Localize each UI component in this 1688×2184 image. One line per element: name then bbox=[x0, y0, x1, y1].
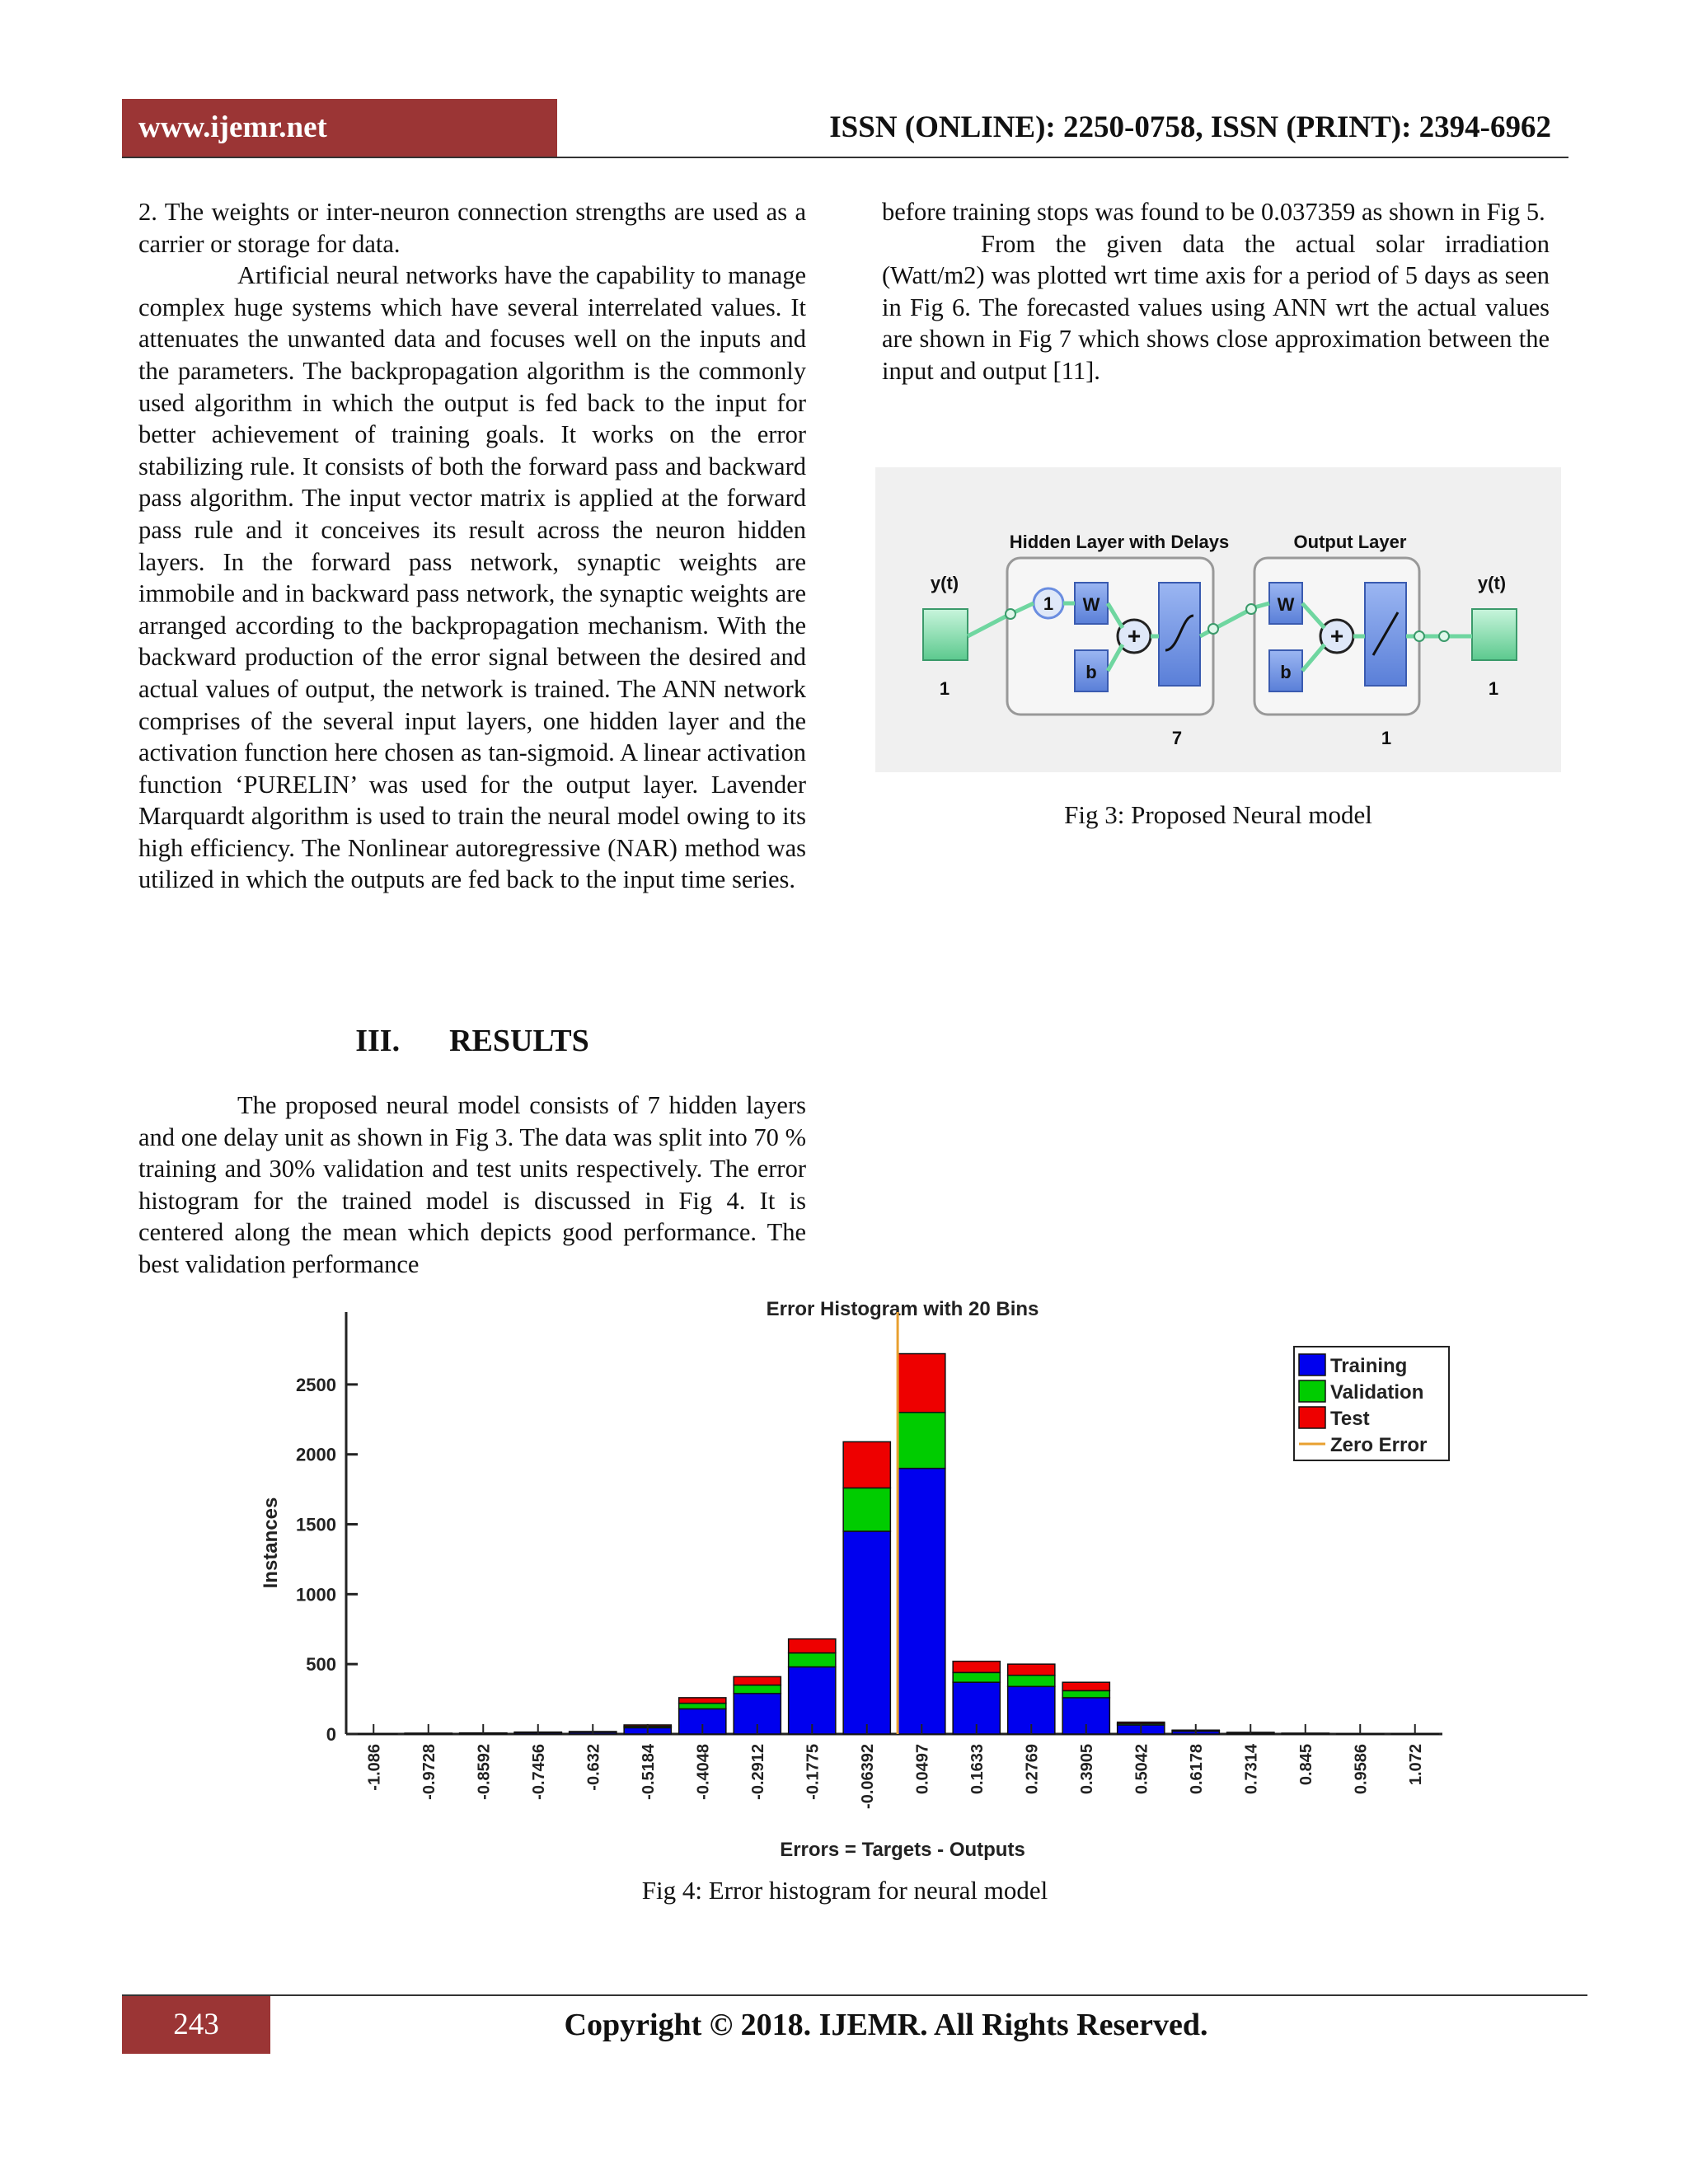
x-tick-label: 0.3905 bbox=[1077, 1744, 1096, 1795]
x-tick-label: -0.9728 bbox=[420, 1744, 438, 1800]
y-tick-label: 2000 bbox=[296, 1444, 336, 1465]
x-tick-label: -0.7456 bbox=[529, 1744, 548, 1800]
x-tick-label: 0.1633 bbox=[968, 1744, 987, 1795]
bar-training bbox=[898, 1469, 945, 1734]
bar-validation bbox=[679, 1704, 726, 1709]
right-column bbox=[882, 196, 1550, 387]
legend-label-validation: Validation bbox=[1330, 1381, 1424, 1404]
output-size: 1 bbox=[1488, 678, 1499, 699]
y-tick-labels bbox=[296, 1375, 358, 1745]
bar-test bbox=[789, 1639, 836, 1653]
bar-validation bbox=[789, 1653, 836, 1667]
output-node-label: y(t) bbox=[1477, 573, 1507, 593]
x-tick-label: 0.0497 bbox=[913, 1744, 932, 1795]
legend-label-training: Training bbox=[1330, 1355, 1408, 1377]
y-tick-label: 1500 bbox=[296, 1514, 336, 1535]
input-node bbox=[923, 609, 968, 660]
left-paragraph-1: 2. The weights or inter-neuron connection strengths are used as a carrier or storage for data. bbox=[138, 198, 806, 258]
bar-validation bbox=[1062, 1690, 1109, 1697]
section-title: RESULTS bbox=[449, 1024, 589, 1058]
output-neurons: 1 bbox=[1381, 728, 1392, 748]
x-tick-label: 0.9586 bbox=[1352, 1744, 1371, 1795]
x-tick-labels bbox=[365, 1724, 1425, 1809]
bar-test bbox=[953, 1661, 1000, 1673]
x-tick-label: 0.2769 bbox=[1023, 1744, 1042, 1795]
x-tick-label: 0.7314 bbox=[1242, 1744, 1261, 1795]
fig4-caption: Fig 4: Error histogram for neural model bbox=[641, 1876, 1048, 1905]
site-url[interactable]: www.ijemr.net bbox=[122, 99, 557, 157]
fig3-caption: Fig 3: Proposed Neural model bbox=[1064, 800, 1372, 829]
right-paragraph-1: before training stops was found to be 0.037359 as shown in Fig 5. bbox=[882, 198, 1545, 226]
bar-test bbox=[1118, 1722, 1165, 1724]
issn-header: ISSN (ONLINE): 2250-0758, ISSN (PRINT): 2394-6962 bbox=[829, 110, 1551, 144]
x-tick-label: -0.1775 bbox=[804, 1744, 823, 1800]
bar-test bbox=[679, 1698, 726, 1704]
output-node bbox=[1472, 609, 1517, 660]
hidden-weight-label: W bbox=[1082, 594, 1100, 615]
legend-swatch-test bbox=[1299, 1407, 1325, 1428]
error-histogram-chart bbox=[247, 1296, 1467, 1872]
section-number: III. bbox=[355, 1024, 401, 1058]
figure-neural-model bbox=[875, 467, 1561, 772]
legend-label-zero-error: Zero Error bbox=[1330, 1434, 1428, 1456]
x-tick-label: 1.072 bbox=[1406, 1744, 1425, 1786]
results-column bbox=[138, 1090, 806, 1281]
bar-training bbox=[843, 1531, 890, 1734]
y-tick-label: 0 bbox=[326, 1724, 336, 1745]
copyright-notice: Copyright © 2018. IJEMR. All Rights Reserved. bbox=[564, 2008, 1208, 2042]
x-tick-label: -0.06392 bbox=[858, 1744, 877, 1809]
x-tick-label: -0.8592 bbox=[475, 1744, 494, 1800]
x-tick-label: 0.5042 bbox=[1132, 1744, 1151, 1795]
bar-validation bbox=[953, 1672, 1000, 1682]
input-size: 1 bbox=[939, 678, 950, 699]
bar-training bbox=[789, 1667, 836, 1734]
chart-bars bbox=[350, 1312, 1439, 1734]
chart-title: Error Histogram with 20 Bins bbox=[766, 1298, 1039, 1320]
bar-validation bbox=[843, 1488, 890, 1531]
right-paragraph-2: From the given data the actual solar irradiation (Watt/m2) was plotted wrt time axis for a period of 5 days as seen in Fig 6. The forecasted values using ANN wrt the actual values are shown in Fig 7 which shows close approximation between the input and output [11]. bbox=[882, 229, 1550, 385]
figure-error-histogram bbox=[247, 1296, 1467, 1872]
hidden-bias-label: b bbox=[1085, 662, 1097, 682]
page-number: 243 bbox=[122, 1996, 270, 2054]
legend-swatch-validation bbox=[1299, 1380, 1325, 1402]
bar-validation bbox=[898, 1413, 945, 1469]
bar-test bbox=[843, 1441, 890, 1488]
x-tick-label: -1.086 bbox=[365, 1744, 384, 1791]
delay-label: 1 bbox=[1043, 593, 1054, 614]
section-heading bbox=[138, 1020, 806, 1062]
y-tick-label: 2500 bbox=[296, 1374, 336, 1395]
bar-validation bbox=[734, 1685, 781, 1694]
y-axis-label: Instances bbox=[260, 1497, 282, 1589]
bar-test bbox=[898, 1354, 945, 1413]
input-node-label: y(t) bbox=[930, 573, 959, 593]
x-tick-label: -0.632 bbox=[584, 1744, 603, 1791]
left-paragraph-2: Artificial neural networks have the capability to manage complex huge systems which have several interrelated values. It attenuates the unwanted data and focuses well on the inputs and the parameters. The backpropagation algorithm is the commonly used algorithm in which the output is fed back to the input for better achievement of training goals. It works on the error stabilizing rule. It consists of both the forward pass and backward pass algorithm. The input vector matrix is applied at the forward pass rule and it conceives its result across the neuron hidden layers. In the forward pass network, synaptic weights are immobile and in backward pass network, the synaptic weights are arranged according to the backpropagation mechanism. With the backward production of the error signal between the desired and actual values of output, the network is trained. The ANN network comprises of the several input layers, one hidden layer and the activation function here chosen as tan-sigmoid. A linear activation function ‘PURELIN’ was used for the output layer. Lavender Marquardt algorithm is used to train the neural model owing to its high efficiency. The Nonlinear autoregressive (NAR) method was utilized in which the outputs are fed back to the input time series. bbox=[138, 261, 806, 894]
neural-model-diagram bbox=[875, 467, 1561, 772]
y-tick-label: 1000 bbox=[296, 1584, 336, 1605]
chart-legend bbox=[1294, 1347, 1449, 1460]
output-sum-label: + bbox=[1329, 623, 1344, 649]
results-paragraph: The proposed neural model consists of 7 hidden layers and one delay unit as shown in Fig 3. The data was split into 70 % training and 30% validation and test units respectively. The error histogram for the trained model is discussed in Fig 4. It is centered along the mean which depicts good performance. The best validation performance bbox=[138, 1091, 806, 1278]
output-bias-label: b bbox=[1280, 662, 1292, 682]
legend-swatch-training bbox=[1299, 1354, 1325, 1376]
output-weight-label: W bbox=[1277, 594, 1295, 615]
legend-label-test: Test bbox=[1330, 1408, 1370, 1430]
left-column bbox=[138, 196, 806, 896]
bar-validation bbox=[1008, 1675, 1055, 1687]
bar-test bbox=[1062, 1682, 1109, 1690]
bar-test bbox=[734, 1676, 781, 1685]
chart-axes bbox=[346, 1312, 1442, 1734]
header-divider bbox=[122, 157, 1568, 158]
bar-test bbox=[1008, 1664, 1055, 1675]
y-tick-label: 500 bbox=[306, 1654, 336, 1675]
hidden-sum-label: + bbox=[1127, 623, 1142, 649]
x-tick-label: -0.4048 bbox=[694, 1744, 713, 1800]
output-layer-label: Output Layer bbox=[1293, 532, 1407, 552]
x-tick-label: -0.5184 bbox=[639, 1744, 658, 1800]
x-axis-label: Errors = Targets - Outputs bbox=[780, 1839, 1025, 1861]
hidden-neurons: 7 bbox=[1171, 728, 1183, 748]
x-tick-label: 0.6178 bbox=[1187, 1744, 1206, 1795]
x-tick-label: 0.845 bbox=[1296, 1744, 1315, 1786]
x-tick-label: -0.2912 bbox=[748, 1744, 767, 1800]
hidden-layer-label: Hidden Layer with Delays bbox=[1009, 532, 1230, 552]
